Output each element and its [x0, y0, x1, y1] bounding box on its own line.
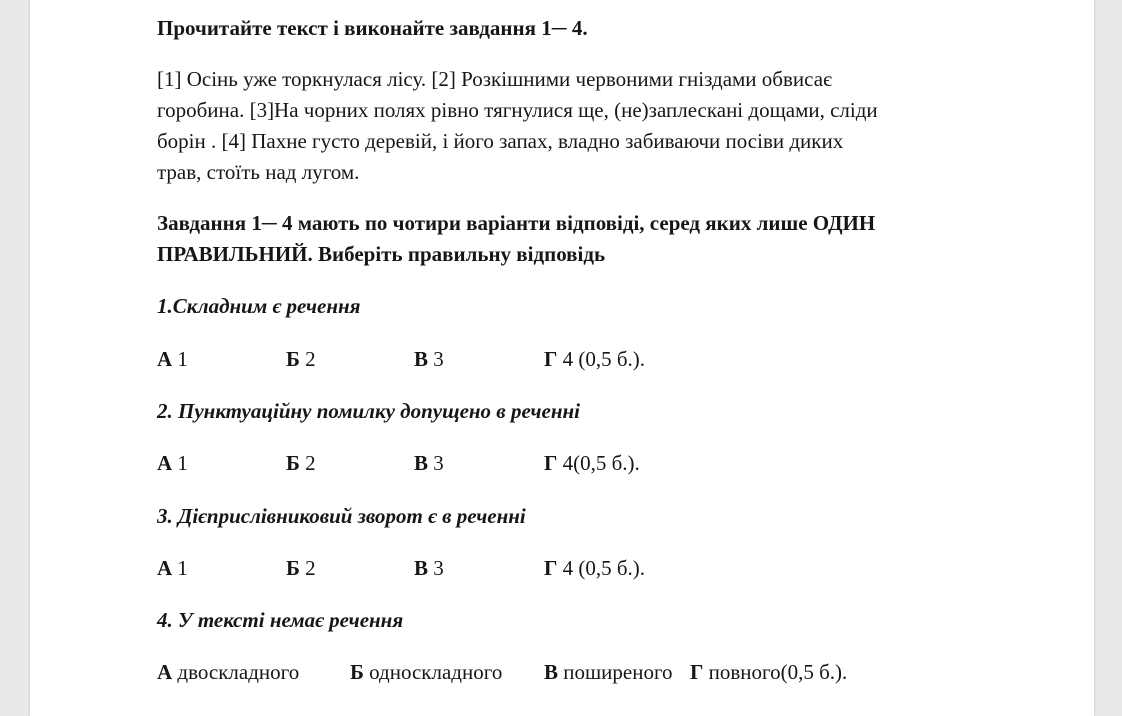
option-letter: Г — [544, 347, 558, 371]
option-text: 3 — [428, 556, 444, 580]
option-letter: Г — [544, 451, 558, 475]
question-1-title: 1.Складним є речення — [157, 294, 361, 318]
instruction-heading: Прочитайте текст і виконайте завдання 1─ 4. — [157, 16, 588, 40]
question-3-option-b — [286, 553, 316, 583]
question-4-option-b — [350, 657, 502, 687]
question-3-option-d — [544, 553, 645, 583]
option-letter: А — [157, 556, 173, 580]
text-line-4: трав, стоїть над лугом. — [157, 160, 360, 184]
option-letter: Б — [286, 556, 300, 580]
option-text: 2 — [299, 347, 316, 371]
option-text: 2 — [299, 451, 316, 475]
question-1-option-a — [157, 344, 188, 374]
question-3-title: 3. Дієприслівниковий зворот є в реченні — [157, 504, 526, 528]
question-2-title: 2. Пунктуаційну помилку допущено в реченні — [157, 399, 580, 423]
text-line-3: борін . [4] Пахне густо деревій, і його запах, владно забиваючи посіви диких — [157, 129, 844, 153]
option-text: 3 — [428, 451, 444, 475]
question-4-option-d — [690, 657, 847, 687]
question-3-option-a — [157, 553, 188, 583]
option-letter: Б — [350, 660, 364, 684]
task-intro-line-1: Завдання 1─ 4 мають по чотири варіанти відповіді, серед яких лише ОДИН — [157, 211, 876, 235]
question-3-option-c — [414, 553, 444, 583]
document-page — [30, 0, 1094, 716]
option-letter: В — [414, 451, 429, 475]
option-text: 4(0,5 б.). — [557, 451, 640, 475]
option-letter: Б — [286, 347, 300, 371]
question-1-option-b — [286, 344, 316, 374]
task-intro-line-2: ПРАВИЛЬНИЙ. Виберіть правильну відповідь — [157, 242, 606, 266]
question-4-title: 4. У тексті немає речення — [157, 608, 404, 632]
option-text: 1 — [172, 451, 188, 475]
option-letter: А — [157, 347, 173, 371]
option-letter: В — [414, 347, 429, 371]
question-1-option-d — [544, 344, 645, 374]
option-letter: Г — [544, 556, 558, 580]
option-text: 1 — [172, 347, 188, 371]
text-line-2: горобина. [3]На чорних полях рівно тягнулися ще, (не)заплескані дощами, сліди — [157, 98, 878, 122]
question-2-option-a — [157, 448, 188, 478]
question-2-option-d — [544, 448, 640, 478]
option-text: 4 (0,5 б.). — [557, 556, 646, 580]
option-text: поширеного — [558, 660, 673, 684]
option-letter: Б — [286, 451, 300, 475]
option-text: 4 (0,5 б.). — [557, 347, 646, 371]
option-letter: В — [544, 660, 559, 684]
option-text: 3 — [428, 347, 444, 371]
option-letter: Г — [690, 660, 704, 684]
question-4-option-a — [157, 657, 299, 687]
text-line-1: [1] Осінь уже торкнулася лісу. [2] Розкішними червоними гніздами обвисає — [157, 67, 833, 91]
question-4-option-c — [544, 657, 673, 687]
option-letter: А — [157, 451, 173, 475]
option-text: 1 — [172, 556, 188, 580]
option-text: двоскладного — [172, 660, 300, 684]
option-letter: А — [157, 660, 173, 684]
question-2-option-c — [414, 448, 444, 478]
question-1-option-c — [414, 344, 444, 374]
option-text: односкладного — [363, 660, 503, 684]
option-text: 2 — [299, 556, 316, 580]
question-2-option-b — [286, 448, 316, 478]
option-text: повного(0,5 б.). — [703, 660, 848, 684]
option-letter: В — [414, 556, 429, 580]
